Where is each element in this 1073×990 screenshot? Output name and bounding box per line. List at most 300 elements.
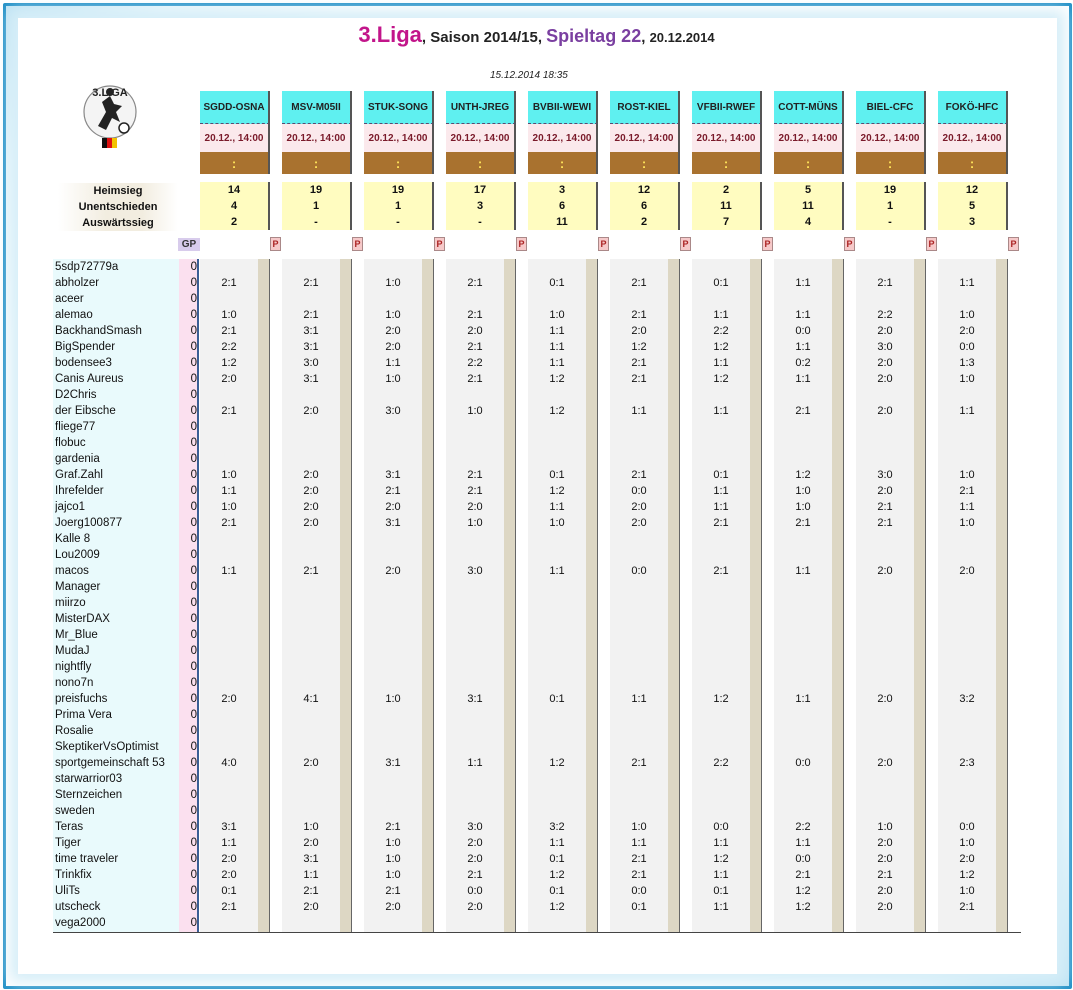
player-name[interactable]: nono7n xyxy=(55,677,94,689)
match-name[interactable]: SGDD-OSNA xyxy=(200,91,270,124)
player-name[interactable]: fliege77 xyxy=(55,421,96,433)
stat-auswaertssieg: - xyxy=(478,216,482,228)
player-name[interactable]: Trinkfix xyxy=(55,869,92,881)
table-row xyxy=(53,323,1021,339)
player-tip xyxy=(200,259,258,275)
player-tip: 0:1 xyxy=(549,885,565,897)
player-tip: 1:2 xyxy=(549,373,565,385)
player-name[interactable]: sweden xyxy=(55,805,95,817)
player-tip: 1:0 xyxy=(631,821,647,833)
player-name[interactable]: utscheck xyxy=(55,901,101,913)
player-tip xyxy=(938,675,996,691)
player-tip: 2:2 xyxy=(795,821,811,833)
liga-logo xyxy=(80,82,140,150)
player-tip: 2:0 xyxy=(385,325,401,337)
player-tip xyxy=(856,771,914,787)
player-tip xyxy=(200,547,258,563)
player-tip xyxy=(364,547,422,563)
match-date: 20.12., 14:00 xyxy=(856,124,926,152)
stat-heimsieg: 17 xyxy=(473,184,487,196)
player-tip xyxy=(856,659,914,675)
player-gp: 0 xyxy=(190,901,197,913)
player-name[interactable]: MisterDAX xyxy=(55,613,110,625)
player-tip xyxy=(938,419,996,435)
table-row xyxy=(53,691,1021,707)
player-name[interactable]: BigSpender xyxy=(55,341,116,353)
player-tip: 1:1 xyxy=(713,501,729,513)
match-result: : xyxy=(856,152,926,174)
match-result: : xyxy=(446,152,516,174)
player-tip xyxy=(282,419,340,435)
table-row xyxy=(53,339,1021,355)
player-tip xyxy=(282,435,340,451)
player-tip: 1:1 xyxy=(713,837,729,849)
match-result: : xyxy=(364,152,434,174)
player-tip: 2:0 xyxy=(303,757,319,769)
player-gp: 0 xyxy=(190,581,197,593)
player-name[interactable]: Manager xyxy=(55,581,101,593)
match-stats xyxy=(364,182,434,230)
match-date: 20.12., 14:00 xyxy=(282,124,352,152)
player-tip: 0:0 xyxy=(713,821,729,833)
player-name[interactable]: Graf.Zahl xyxy=(55,469,103,481)
table-row xyxy=(53,531,1021,547)
player-tip: 1:0 xyxy=(795,501,811,513)
player-tip: 0:1 xyxy=(549,469,565,481)
player-tip: 2:0 xyxy=(959,325,975,337)
player-gp: 0 xyxy=(190,485,197,497)
player-gp: 0 xyxy=(190,837,197,849)
table-row xyxy=(53,803,1021,819)
player-tip xyxy=(528,595,586,611)
player-tip xyxy=(938,595,996,611)
player-tip xyxy=(528,723,586,739)
player-name[interactable]: aceer xyxy=(55,293,84,305)
table-row xyxy=(53,819,1021,835)
table-row xyxy=(53,899,1021,915)
player-tip: 2:1 xyxy=(877,501,893,513)
player-tip: 1:1 xyxy=(303,869,319,881)
player-tip: 1:1 xyxy=(549,341,565,353)
player-tip xyxy=(282,627,340,643)
player-name[interactable]: flobuc xyxy=(55,437,86,449)
points-badge[interactable]: P xyxy=(1008,237,1019,251)
player-name[interactable]: nightfly xyxy=(55,661,92,673)
player-tip: 2:1 xyxy=(467,869,483,881)
player-tip: 1:2 xyxy=(549,405,565,417)
player-gp: 0 xyxy=(190,869,197,881)
player-tip: 1:0 xyxy=(385,277,401,289)
player-tip: 2:1 xyxy=(221,325,237,337)
player-tip: 1:1 xyxy=(549,357,565,369)
player-tip: 2:1 xyxy=(795,405,811,417)
player-gp: 0 xyxy=(190,517,197,529)
match-name[interactable]: MSV-M05II xyxy=(282,91,352,124)
stat-heimsieg: 12 xyxy=(965,184,979,196)
player-tip: 1:3 xyxy=(959,357,975,369)
player-tip xyxy=(364,787,422,803)
player-tip xyxy=(938,547,996,563)
player-tip: 1:1 xyxy=(549,325,565,337)
player-tip: 2:0 xyxy=(303,501,319,513)
player-name[interactable]: time traveler xyxy=(55,853,119,865)
table-row xyxy=(53,355,1021,371)
player-tip xyxy=(938,803,996,819)
player-tip xyxy=(282,739,340,755)
player-tip xyxy=(938,627,996,643)
match-name[interactable]: BVBII-WEWI xyxy=(528,91,598,124)
player-tip: 2:1 xyxy=(467,277,483,289)
player-tip xyxy=(528,739,586,755)
player-tip xyxy=(446,707,504,723)
player-tip: 0:0 xyxy=(631,885,647,897)
player-name[interactable]: macos xyxy=(55,565,89,577)
table-row xyxy=(53,611,1021,627)
player-tip xyxy=(200,531,258,547)
player-gp: 0 xyxy=(190,677,197,689)
player-tip: 2:1 xyxy=(631,357,647,369)
player-name[interactable]: Sternzeichen xyxy=(55,789,123,801)
match-stats xyxy=(528,182,598,230)
match-date: 20.12., 14:00 xyxy=(774,124,844,152)
stat-auswaertssieg: 11 xyxy=(556,216,568,228)
player-tip xyxy=(200,723,258,739)
player-tip: 2:1 xyxy=(877,517,893,529)
points-badge[interactable]: P xyxy=(680,237,691,251)
match-stats xyxy=(282,182,352,230)
stat-auswaertssieg: - xyxy=(314,216,318,228)
player-tip: 2:0 xyxy=(877,565,893,577)
stat-unentschieden: 6 xyxy=(558,200,566,212)
player-tip xyxy=(692,707,750,723)
player-tip: 2:0 xyxy=(467,853,483,865)
player-tip: 0:0 xyxy=(959,821,975,833)
player-tip: 2:1 xyxy=(631,469,647,481)
player-tip xyxy=(774,707,832,723)
player-tip xyxy=(364,675,422,691)
player-tip xyxy=(282,643,340,659)
player-tip: 2:0 xyxy=(221,373,237,385)
player-tip: 2:1 xyxy=(467,309,483,321)
player-tip xyxy=(282,723,340,739)
player-tip xyxy=(446,547,504,563)
player-tip: 2:1 xyxy=(221,277,237,289)
table-row xyxy=(53,275,1021,291)
player-name[interactable]: starwarrior03 xyxy=(55,773,123,785)
player-tip: 2:1 xyxy=(877,277,893,289)
player-gp: 0 xyxy=(190,789,197,801)
player-tip xyxy=(282,387,340,403)
player-tip xyxy=(282,451,340,467)
player-tip xyxy=(528,643,586,659)
player-tip: 1:1 xyxy=(467,757,483,769)
player-tip xyxy=(610,787,668,803)
player-tip: 1:2 xyxy=(549,757,565,769)
player-tip xyxy=(856,291,914,307)
match-column xyxy=(528,91,598,230)
player-tip: 2:2 xyxy=(877,309,893,321)
player-tip xyxy=(774,259,832,275)
player-tip xyxy=(692,387,750,403)
player-tip: 3:0 xyxy=(303,357,319,369)
stat-heimsieg: 2 xyxy=(722,184,730,196)
player-tip: 1:1 xyxy=(549,565,565,577)
player-tip: 1:0 xyxy=(221,469,237,481)
points-badge[interactable]: P xyxy=(926,237,937,251)
table-row xyxy=(53,915,1021,931)
table-row xyxy=(53,547,1021,563)
player-name[interactable]: Lou2009 xyxy=(55,549,100,561)
player-tip: 2:1 xyxy=(631,757,647,769)
player-tip: 2:2 xyxy=(713,757,729,769)
table-row xyxy=(53,435,1021,451)
player-tip: 1:1 xyxy=(385,357,401,369)
table-row xyxy=(53,579,1021,595)
points-badge[interactable]: P xyxy=(844,237,855,251)
player-tip xyxy=(774,291,832,307)
player-name[interactable]: Kalle 8 xyxy=(55,533,91,545)
player-tip xyxy=(610,387,668,403)
player-gp: 0 xyxy=(190,725,197,737)
match-name[interactable]: COTT-MÜNS xyxy=(774,91,844,124)
match-name[interactable]: STUK-SONG xyxy=(364,91,434,124)
player-tip: 1:1 xyxy=(795,565,811,577)
player-tip: 1:2 xyxy=(713,693,729,705)
player-tip: 1:1 xyxy=(959,405,975,417)
player-tip xyxy=(528,451,586,467)
player-gp: 0 xyxy=(190,469,197,481)
table-row xyxy=(53,739,1021,755)
player-name[interactable]: alemao xyxy=(55,309,93,321)
player-tip xyxy=(692,627,750,643)
player-tip xyxy=(200,419,258,435)
player-tip xyxy=(938,739,996,755)
match-result: : xyxy=(610,152,680,174)
title-spieltag: Spieltag 22 xyxy=(546,26,642,46)
player-tip: 1:1 xyxy=(795,373,811,385)
points-badge[interactable]: P xyxy=(598,237,609,251)
match-date: 20.12., 14:00 xyxy=(364,124,434,152)
player-tip xyxy=(856,915,914,931)
player-tip: 0:0 xyxy=(631,485,647,497)
match-date: 20.12., 14:00 xyxy=(528,124,598,152)
player-gp: 0 xyxy=(190,277,197,289)
player-tip: 2:0 xyxy=(877,405,893,417)
player-name[interactable]: gardenia xyxy=(55,453,100,465)
match-name[interactable]: FOKÖ-HFC xyxy=(938,91,1008,124)
match-column xyxy=(446,91,516,230)
player-name[interactable]: bodensee3 xyxy=(55,357,112,369)
match-column xyxy=(364,91,434,230)
player-name[interactable]: Joerg100877 xyxy=(55,517,123,529)
player-tip: 2:2 xyxy=(467,357,483,369)
player-tip: 3:2 xyxy=(959,693,975,705)
player-name[interactable]: Prima Vera xyxy=(55,709,112,721)
player-name[interactable]: vega2000 xyxy=(55,917,106,929)
stat-unentschieden: 1 xyxy=(312,200,320,212)
player-tip: 1:1 xyxy=(631,837,647,849)
player-name[interactable]: sportgemeinschaft 53 xyxy=(55,757,165,769)
player-name[interactable]: D2Chris xyxy=(55,389,97,401)
player-tip xyxy=(446,787,504,803)
player-tip xyxy=(446,259,504,275)
stat-auswaertssieg: 2 xyxy=(640,216,648,228)
player-tip: 2:1 xyxy=(303,277,319,289)
player-tip xyxy=(610,547,668,563)
table-row xyxy=(53,563,1021,579)
player-name[interactable]: Teras xyxy=(55,821,84,833)
player-gp: 0 xyxy=(190,309,197,321)
player-tip: 1:2 xyxy=(959,869,975,881)
player-tip: 2:1 xyxy=(385,885,401,897)
player-tip xyxy=(282,771,340,787)
player-tip: 4:0 xyxy=(221,757,237,769)
player-tip xyxy=(364,579,422,595)
player-name[interactable]: Mr_Blue xyxy=(55,629,98,641)
player-tip: 1:0 xyxy=(467,517,483,529)
player-name[interactable]: BackhandSmash xyxy=(55,325,142,337)
player-tip: 2:0 xyxy=(303,405,319,417)
player-tip xyxy=(282,675,340,691)
player-tip xyxy=(200,611,258,627)
player-name[interactable]: der Eibsche xyxy=(55,405,116,417)
match-name[interactable]: VFBII-RWEF xyxy=(692,91,762,124)
player-tip: 2:1 xyxy=(303,565,319,577)
player-tip: 2:0 xyxy=(877,837,893,849)
player-tip xyxy=(364,643,422,659)
player-tip: 2:0 xyxy=(303,901,319,913)
player-tip xyxy=(692,915,750,931)
stat-label-auswaertssieg: Auswärtssieg xyxy=(82,217,154,229)
player-tip: 3:1 xyxy=(221,821,237,833)
match-date: 20.12., 14:00 xyxy=(200,124,270,152)
player-name[interactable]: Tiger xyxy=(55,837,81,849)
player-tip: 2:0 xyxy=(303,469,319,481)
table-row xyxy=(53,515,1021,531)
stat-unentschieden: 4 xyxy=(230,200,238,212)
player-tip xyxy=(856,803,914,819)
player-tip: 1:0 xyxy=(959,885,975,897)
player-name[interactable]: Ihrefelder xyxy=(55,485,104,497)
table-row xyxy=(53,307,1021,323)
player-tip xyxy=(938,435,996,451)
player-tip xyxy=(528,787,586,803)
player-tip: 2:0 xyxy=(877,485,893,497)
stat-auswaertssieg: 7 xyxy=(722,216,730,228)
player-tip xyxy=(856,435,914,451)
player-tip: 2:1 xyxy=(631,373,647,385)
stat-labels xyxy=(58,183,178,231)
player-tip: 3:1 xyxy=(303,341,319,353)
player-tip: 3:1 xyxy=(467,693,483,705)
player-tip: 1:0 xyxy=(385,309,401,321)
player-name[interactable]: UliTs xyxy=(55,885,80,897)
player-name[interactable]: jajco1 xyxy=(55,501,86,513)
player-tip xyxy=(610,659,668,675)
player-name[interactable]: 5sdp72779a xyxy=(55,261,119,273)
player-tip xyxy=(856,451,914,467)
player-tip xyxy=(774,419,832,435)
match-name[interactable]: ROST-KIEL xyxy=(610,91,680,124)
match-date: 20.12., 14:00 xyxy=(446,124,516,152)
player-tip xyxy=(856,707,914,723)
points-badge[interactable]: P xyxy=(352,237,363,251)
player-tip: 4:1 xyxy=(303,693,319,705)
player-tip xyxy=(200,915,258,931)
player-tip: 1:0 xyxy=(549,517,565,529)
player-tip xyxy=(610,435,668,451)
player-name[interactable]: MudaJ xyxy=(55,645,90,657)
points-badge[interactable]: P xyxy=(516,237,527,251)
player-tip xyxy=(856,531,914,547)
player-tip xyxy=(200,595,258,611)
player-gp: 0 xyxy=(190,773,197,785)
player-gp: 0 xyxy=(190,917,197,929)
title-date: 20.12.2014 xyxy=(649,30,715,45)
player-tip: 0:0 xyxy=(631,565,647,577)
player-tip xyxy=(528,803,586,819)
player-gp: 0 xyxy=(190,741,197,753)
player-name[interactable]: Canis Aureus xyxy=(55,373,124,385)
player-tip xyxy=(938,723,996,739)
match-name[interactable]: BIEL-CFC xyxy=(856,91,926,124)
player-tip: 2:0 xyxy=(631,517,647,529)
player-name[interactable]: preisfuchs xyxy=(55,693,108,705)
player-tip xyxy=(528,611,586,627)
points-badge[interactable]: P xyxy=(434,237,445,251)
points-badge[interactable]: P xyxy=(762,237,773,251)
player-tip xyxy=(200,451,258,467)
player-name[interactable]: abholzer xyxy=(55,277,100,289)
player-tip xyxy=(282,291,340,307)
player-tip xyxy=(446,659,504,675)
player-gp: 0 xyxy=(190,629,197,641)
match-stats xyxy=(692,182,762,230)
player-tip: 2:0 xyxy=(877,325,893,337)
stat-unentschieden: 3 xyxy=(476,200,484,212)
table-row xyxy=(53,883,1021,899)
player-tip: 2:0 xyxy=(877,853,893,865)
player-tip xyxy=(200,579,258,595)
player-tip xyxy=(774,595,832,611)
points-badge[interactable]: P xyxy=(270,237,281,251)
player-tip: 2:0 xyxy=(877,357,893,369)
player-tip xyxy=(938,291,996,307)
player-tip: 3:0 xyxy=(385,405,401,417)
player-name[interactable]: Rosalie xyxy=(55,725,94,737)
match-name[interactable]: UNTH-JREG xyxy=(446,91,516,124)
player-tip: 2:0 xyxy=(631,325,647,337)
player-tip xyxy=(200,675,258,691)
player-tip xyxy=(774,771,832,787)
player-tip xyxy=(774,723,832,739)
player-name[interactable]: miirzo xyxy=(55,597,86,609)
player-name[interactable]: SkeptikerVsOptimist xyxy=(55,741,159,753)
player-tip xyxy=(446,723,504,739)
player-tip: 1:1 xyxy=(713,405,729,417)
player-tip xyxy=(774,915,832,931)
player-tip: 2:1 xyxy=(385,485,401,497)
title-separator: , xyxy=(641,29,650,46)
player-tip: 0:1 xyxy=(221,885,237,897)
player-tip: 2:1 xyxy=(221,405,237,417)
player-tip: 1:2 xyxy=(713,373,729,385)
player-tip: 1:1 xyxy=(549,501,565,513)
player-tip xyxy=(856,611,914,627)
player-tip: 1:2 xyxy=(549,901,565,913)
player-gp: 0 xyxy=(190,421,197,433)
player-tip xyxy=(528,291,586,307)
